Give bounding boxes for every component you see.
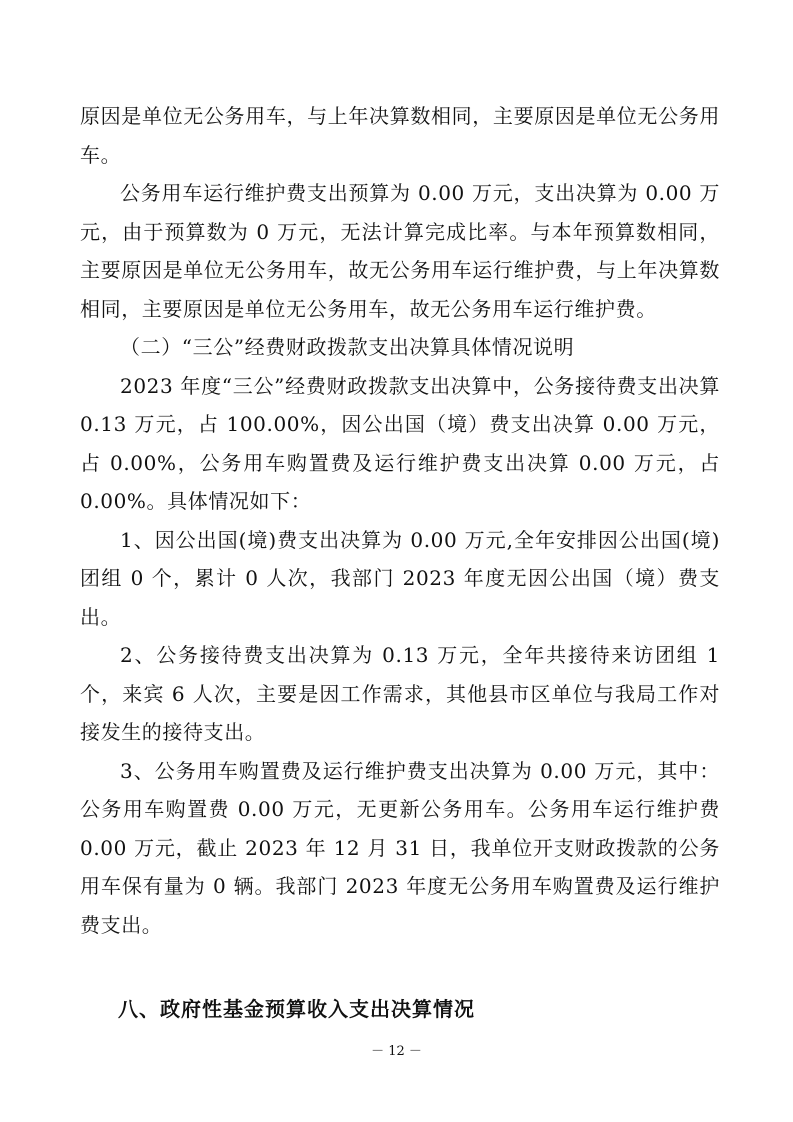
- subheading-three-public-expenses: （二）“三公”经费财政拨款支出决算具体情况说明: [120, 335, 575, 359]
- paragraph-reception: 2、公务接待费支出决算为 0.13 万元，全年共接待来访团组 1 个，来宾 6 人次，主要是因工作需求，其他县市区单位与我局工作对接发生的接待支出。: [80, 643, 720, 744]
- paragraph-summary-2023: 2023 年度“三公”经费财政拨款支出决算中，公务接待费支出决算 0.13 万元，占 100.00%，因公出国（境）费支出决算 0.00 万元，占 0.00%，公务用车购置费及运行维护费支出决算 0.00 万元，占 0.00%。具体情况如下：: [80, 373, 720, 513]
- page-number: － 12 －: [371, 1044, 422, 1059]
- paragraph-overseas-travel: 1、因公出国(境)费支出决算为 0.00 万元,全年安排因公出国(境)团组 0 个，累计 0 人次，我部门 2023 年度无因公出国（境）费支出。: [80, 527, 720, 629]
- paragraph-vehicle-maintenance: 公务用车运行维护费支出预算为 0.00 万元，支出决算为 0.00 万元，由于预算数为 0 万元，无法计算完成比率。与本年预算数相同，主要原因是单位无公务用车，故无公务用车运行维护费，与上年决算数相同，主要原因是单位无公务用车，故无公务用车运行维护费。: [80, 181, 720, 321]
- paragraph-vehicle-purchase: 3、公务用车购置费及运行维护费支出决算为 0.00 万元，其中：公务用车购置费 0.00 万元，无更新公务用车。公务用车运行维护费 0.00 万元，截止 2023 年 12 月 31 日，我单位开支财政拨款的公务用车保有量为 0 辆。我部门 2023 年度无公务用车购置费及运行维护费支出。: [80, 758, 720, 937]
- body-text: [80, 97, 720, 944]
- section-heading: 八、政府性基金预算收入支出决算情况: [118, 997, 475, 1021]
- paragraph-continuation: 原因是单位无公务用车，与上年决算数相同，主要原因是单位无公务用车。: [80, 104, 720, 167]
